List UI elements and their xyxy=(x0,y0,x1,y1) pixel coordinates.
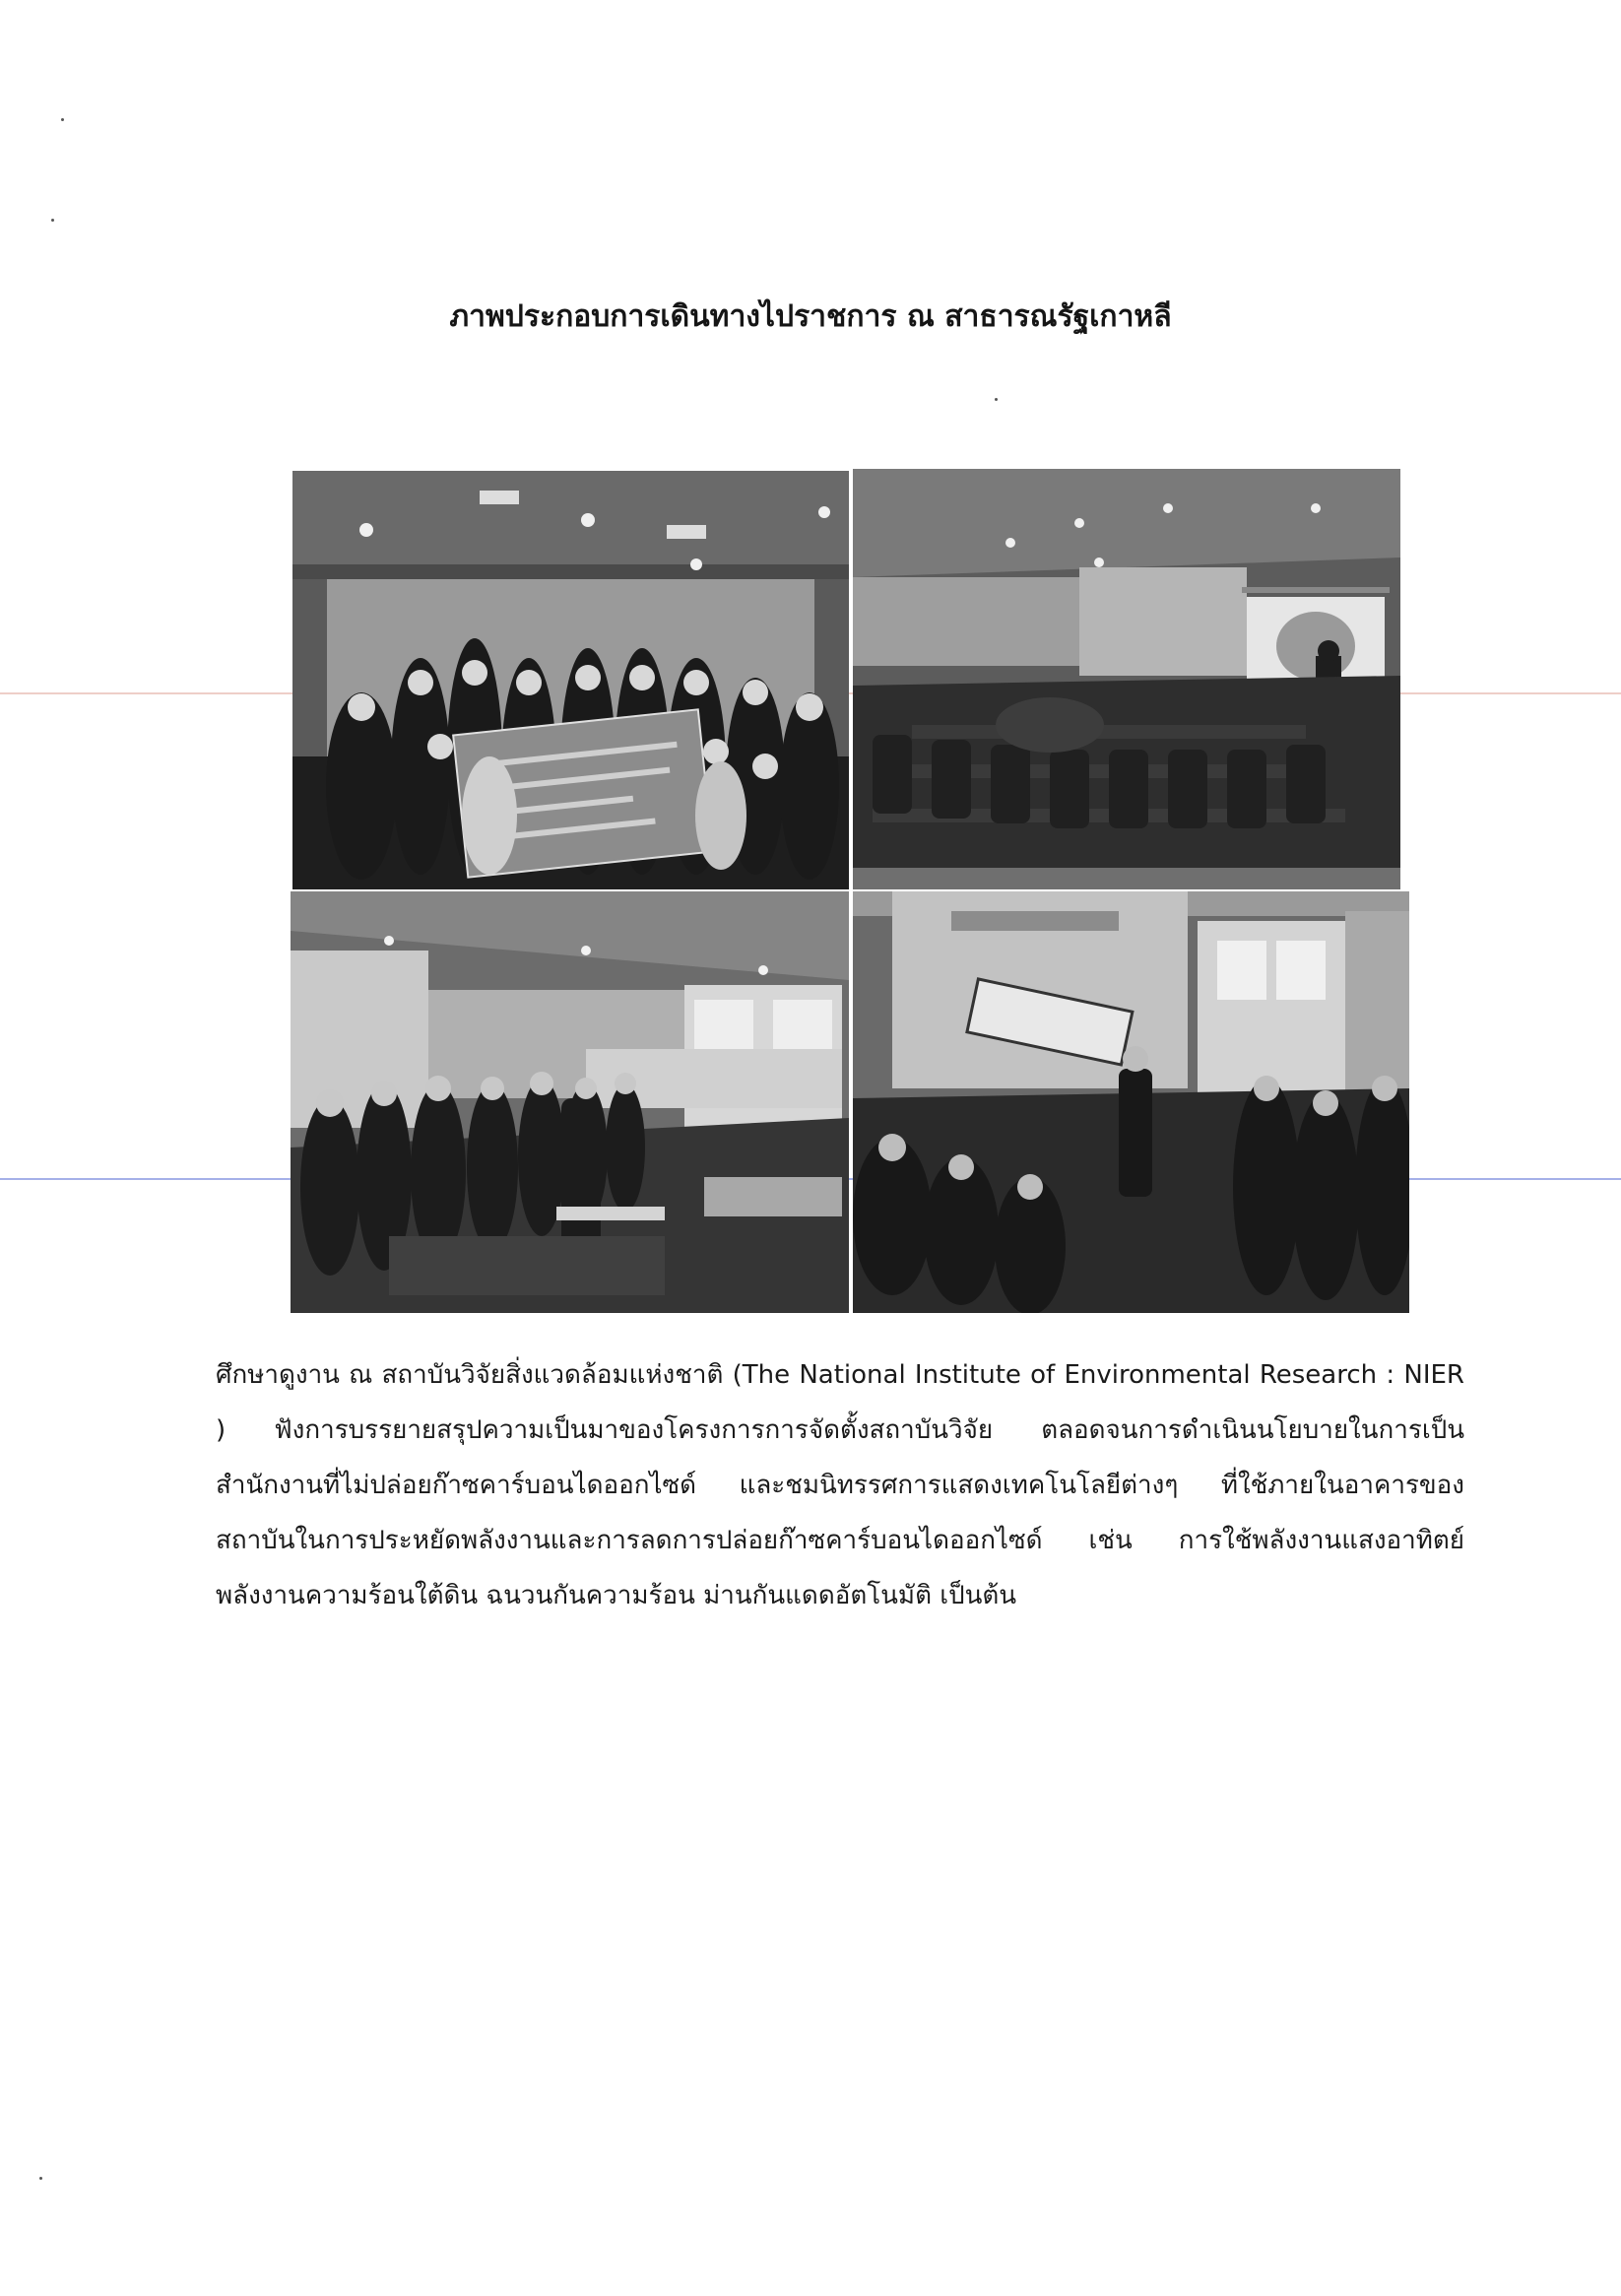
exhibition-image xyxy=(853,891,1409,1313)
scan-speck xyxy=(995,398,998,401)
office-tour-image xyxy=(291,891,849,1313)
scan-speck xyxy=(51,219,54,222)
lecture-room-image xyxy=(853,469,1400,889)
group-photo-image xyxy=(292,471,849,889)
scan-speck xyxy=(39,2177,42,2180)
scan-speck xyxy=(61,118,64,121)
page-title: ภาพประกอบการเดินทางไปราชการ ณ สาธารณรัฐเกาหลี xyxy=(449,299,1172,334)
description-paragraph: ศึกษาดูงาน ณ สถาบันวิจัยสิ่งแวดล้อมแห่งชาติ (The National Institute of Environmental Research : NIER ) ฟังการบรรยายสรุปความเป็นมาของโครงการการจัดตั้งสถาบันวิจัย ตลอดจนการดำเนินนโยบายในการเป็นสำนักงานที่ไม่ปล่อยก๊าซคาร์บอนไดออกไซด์ และชมนิทรรศการแสดงเทคโนโลยีต่างๆ ที่ใช้ภายในอาคารของสถาบันในการประหยัดพลังงานและการลดการปล่อยก๊าซคาร์บอนไดออกไซด์ เช่น การใช้พลังงานแสงอาทิตย์ พลังงานความร้อนใต้ดิน ฉนวนกันความร้อน ม่านกันแดดอัตโนมัติ เป็นต้น xyxy=(216,1360,1464,1610)
photo-collage xyxy=(291,469,1409,1313)
